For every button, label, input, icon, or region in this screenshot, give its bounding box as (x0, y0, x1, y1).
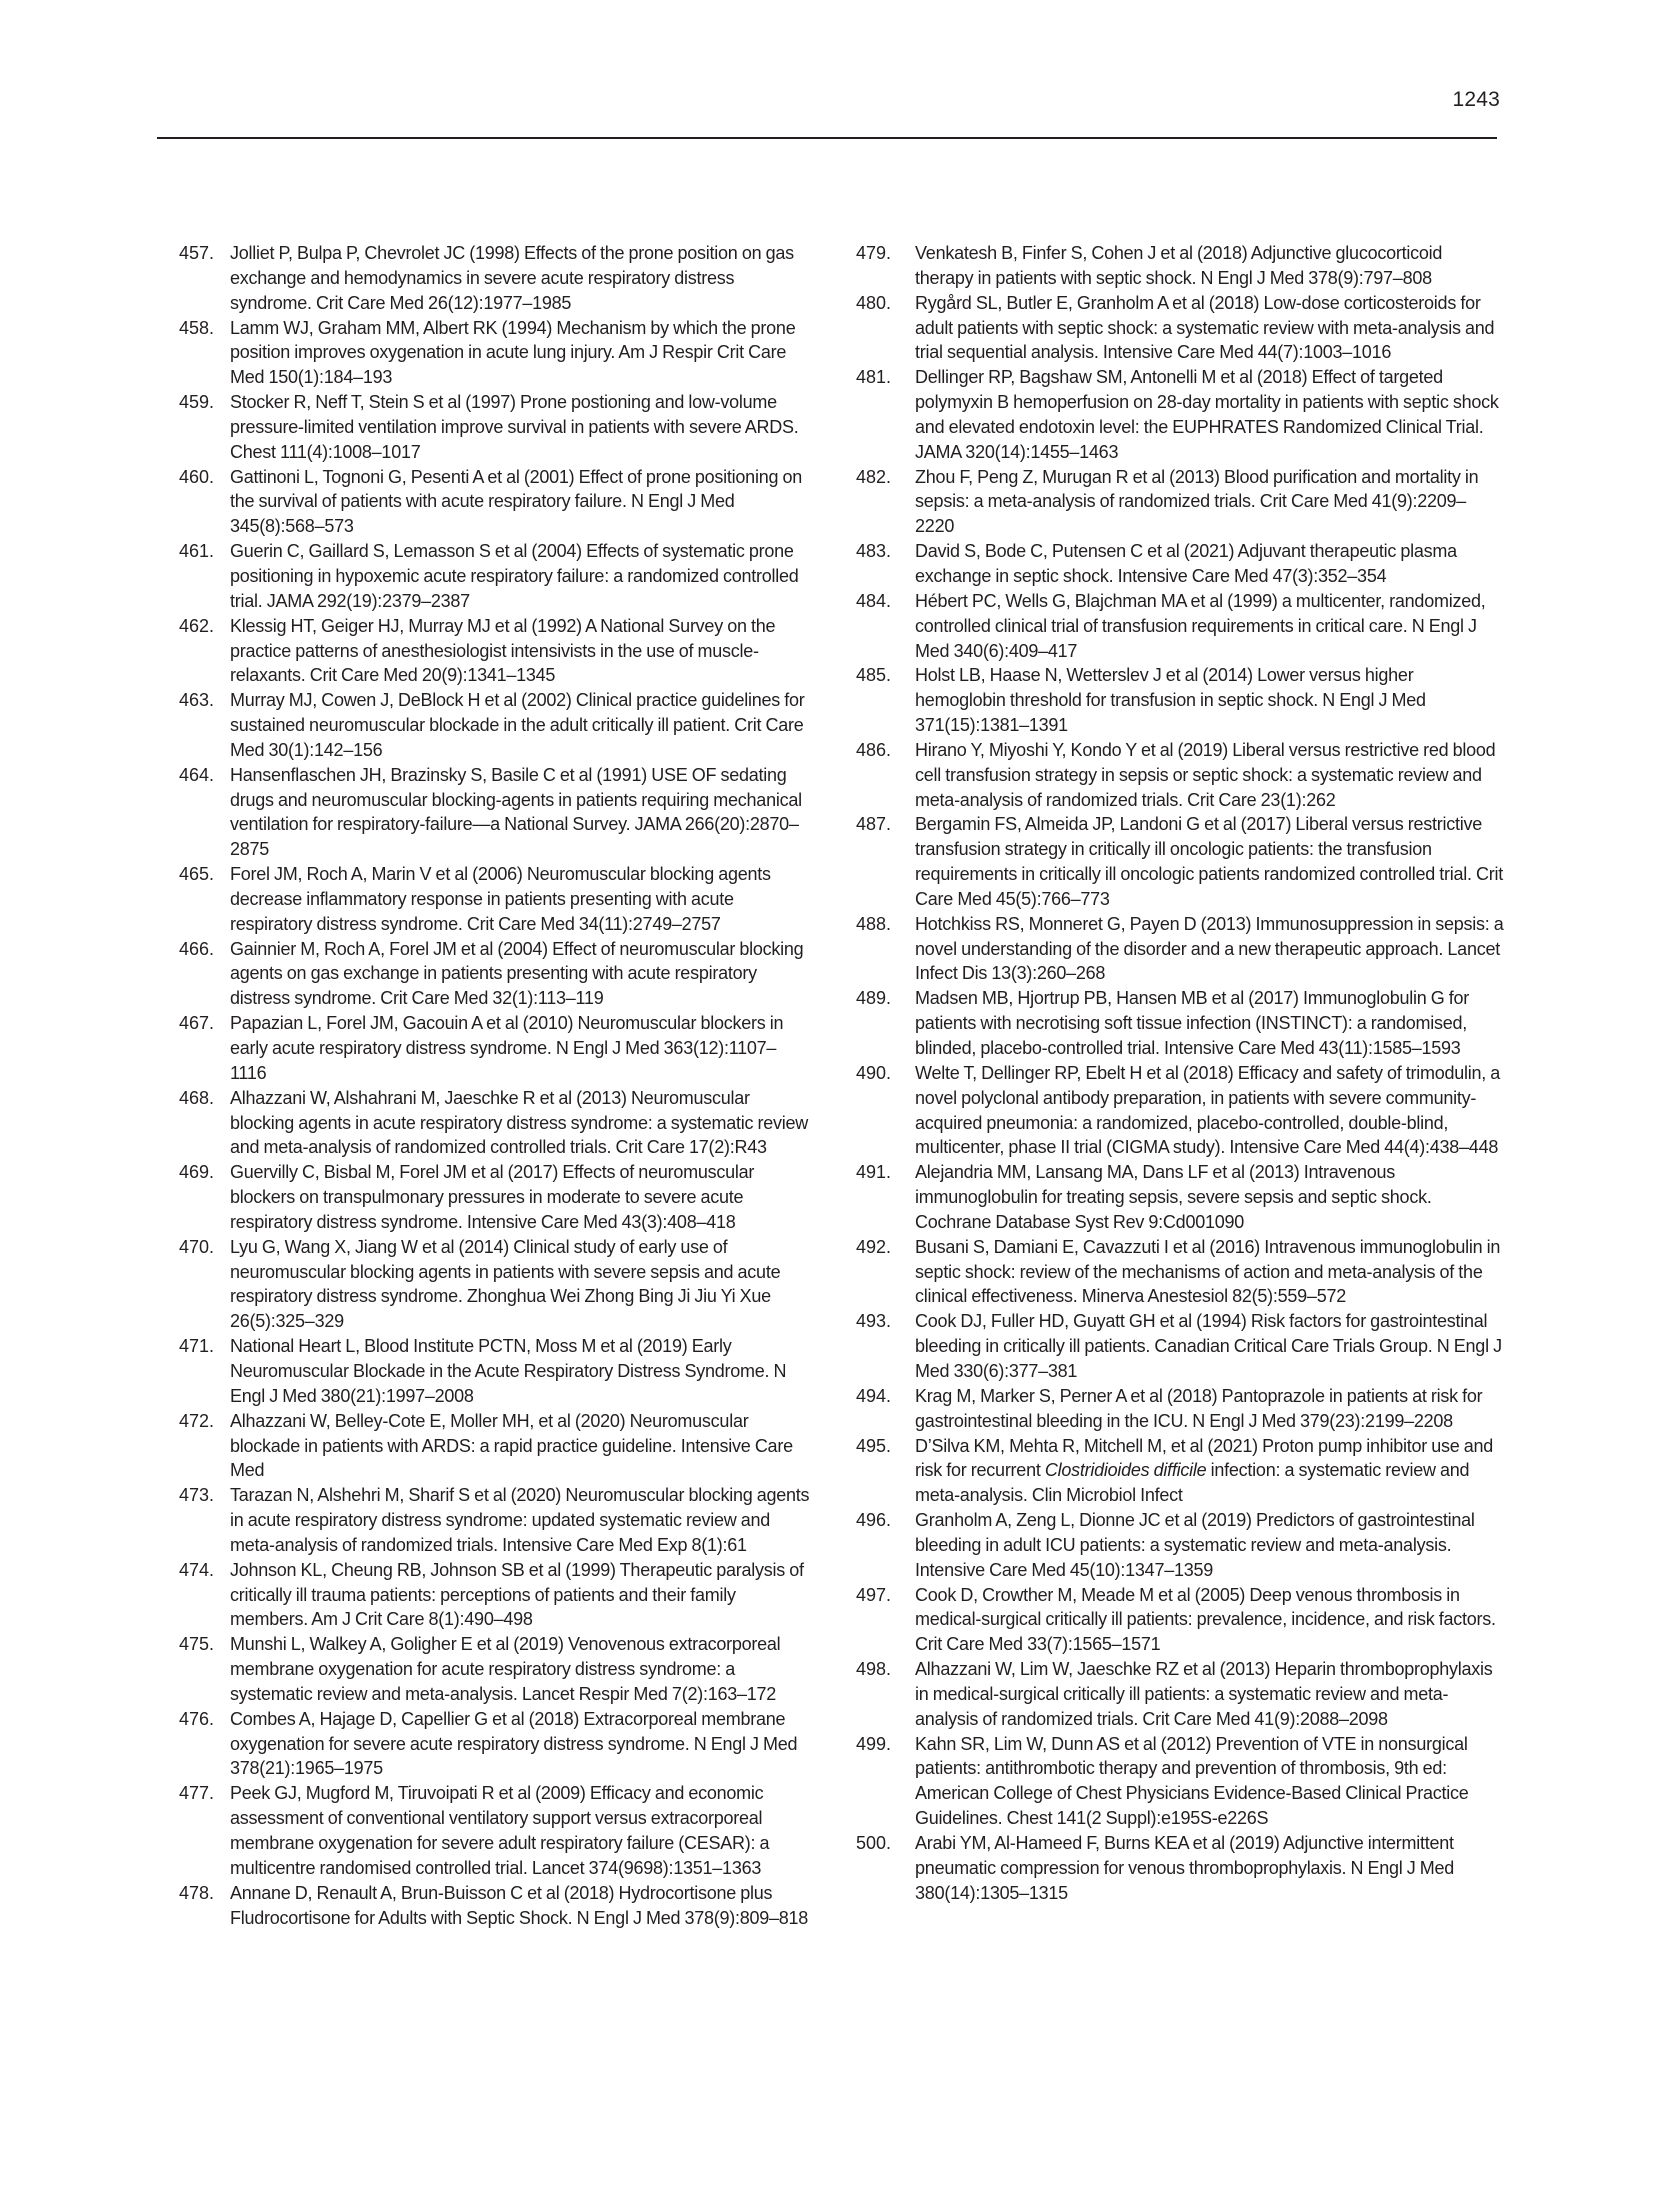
reference-entry (164, 763, 810, 862)
reference-text: Papazian L, Forel JM, Gacouin A et al (2010) Neuromuscular blockers in early acute respiratory distress syndrome. N Engl J Med 363(12):1107–1116 (230, 1013, 784, 1083)
reference-text: Cook D, Crowther M, Meade M et al (2005) Deep venous thrombosis in medical-surgical critically ill patients: prevalence, incidence, and risk factors. Crit Care Med 33(7):1565–1571 (915, 1584, 1496, 1655)
reference-number: 460. (178, 466, 214, 487)
reference-text: Lyu G, Wang X, Jiang W et al (2014) Clinical study of early use of neuromuscular blocking agents in patients with severe sepsis and acute respiratory distress syndrome. Zhonghua Wei Zhong Bing Ji Jiu Yi Xue 26(5):325–329 (230, 1236, 781, 1332)
reference-text: Holst LB, Haase N, Wetterslev J et al (2014) Lower versus higher hemoglobin threshold for transfusion in septic shock. N Engl J Med 371(15):1381–1391 (915, 665, 1426, 736)
reference-entry (164, 316, 810, 391)
reference-entry (164, 1781, 810, 1880)
reference-number: 457. (178, 243, 214, 263)
reference-number: 483. (856, 541, 892, 562)
reference-number: 469. (178, 1162, 214, 1183)
reference-number: 466. (178, 938, 214, 959)
reference-entry (164, 539, 810, 614)
reference-number: 470. (178, 1236, 214, 1257)
reference-text: Alhazzani W, Lim W, Jaeschke RZ et al (2013) Heparin thromboprophylaxis in medical-surgical critically ill patients: a systematic review and meta-analysis of randomized trials. Crit Care Med 41(9):2088–2098 (915, 1659, 1493, 1729)
reference-text: Bergamin FS, Almeida JP, Landoni G et al (2017) Liberal versus restrictive transfusion strategy in critically ill oncologic patients: the transfusion requirements in critically ill oncologic patients randomized controlled trial. Crit Care Med 45(5):766–773 (915, 814, 1504, 909)
reference-number: 487. (856, 814, 892, 835)
reference-entry (856, 1732, 1504, 1831)
reference-entry (856, 738, 1504, 813)
reference-text: D’Silva KM, Mehta R, Mitchell M, et al (2021) Proton pump inhibitor use and risk for recurrent Clostridioides difficile infection: a systematic review and meta-analysis. Clin Microbiol Infect (915, 1435, 1494, 1506)
reference-text: National Heart L, Blood Institute PCTN, Moss M et al (2019) Early Neuromuscular Blockade in the Acute Respiratory Distress Syndrome. N Engl J Med 380(21):1997–2008 (230, 1336, 787, 1406)
reference-number: 479. (856, 243, 892, 263)
reference-number: 499. (856, 1733, 892, 1754)
reference-number: 497. (856, 1584, 892, 1605)
reference-text: Alhazzani W, Alshahrani M, Jaeschke R et al (2013) Neuromuscular blocking agents in acute respiratory distress syndrome: a systematic review and meta-analysis of randomized controlled trials. Crit Care 17(2):R43 (230, 1087, 809, 1158)
reference-number: 462. (178, 615, 214, 636)
reference-entry (856, 365, 1504, 464)
reference-number: 492. (856, 1236, 892, 1257)
reference-number: 471. (178, 1336, 214, 1357)
reference-entry (856, 1061, 1504, 1160)
reference-text: Krag M, Marker S, Perner A et al (2018) Pantoprazole in patients at risk for gastrointestinal bleeding in the ICU. N Engl J Med 379(23):2199–2208 (915, 1385, 1483, 1431)
reference-entry (164, 1235, 810, 1334)
reference-number: 468. (178, 1087, 214, 1108)
reference-number: 473. (178, 1485, 214, 1506)
reference-number: 461. (178, 541, 214, 562)
reference-number: 480. (856, 292, 892, 313)
reference-text: Hébert PC, Wells G, Blajchman MA et al (1999) a multicenter, randomized, controlled clinical trial of transfusion requirements in critical care. N Engl J Med 340(6):409–417 (915, 590, 1486, 661)
reference-number: 458. (178, 317, 214, 338)
reference-entry (164, 688, 810, 763)
reference-entry (856, 812, 1504, 911)
reference-entry (164, 390, 810, 465)
reference-text: Granholm A, Zeng L, Dionne JC et al (2019) Predictors of gastrointestinal bleeding in adult ICU patients: a systematic review and meta-analysis. Intensive Care Med 45(10):1347–1359 (915, 1510, 1475, 1580)
reference-number: 459. (178, 392, 214, 413)
reference-text: Guerin C, Gaillard S, Lemasson S et al (2004) Effects of systematic prone positioning in hypoxemic acute respiratory failure: a randomized controlled trial. JAMA 292(19):2379–2387 (230, 541, 799, 611)
reference-number: 482. (856, 466, 892, 487)
reference-number: 488. (856, 913, 892, 934)
reference-text: Alhazzani W, Belley-Cote E, Moller MH, et al (2020) Neuromuscular blockade in patients with ARDS: a rapid practice guideline. Intensive Care Med (230, 1410, 793, 1481)
reference-column-left (164, 241, 810, 1930)
reference-text: Munshi L, Walkey A, Goligher E et al (2019) Venovenous extracorporeal membrane oxygenation for acute respiratory distress syndrome: a systematic review and meta-analysis. Lancet Respir Med 7(2):163–172 (230, 1634, 781, 1704)
reference-entry (856, 1384, 1504, 1434)
reference-entry (164, 937, 810, 1012)
reference-entry (164, 1632, 810, 1707)
reference-entry (856, 1508, 1504, 1583)
reference-text: Dellinger RP, Bagshaw SM, Antonelli M et al (2018) Effect of targeted polymyxin B hemoperfusion on 28-day mortality in patients with septic shock and elevated endotoxin level: the EUPHRATES Randomized Clinical Trial. JAMA 320(14):1455–1463 (915, 367, 1499, 462)
reference-entry (164, 862, 810, 937)
reference-entry (856, 1831, 1504, 1906)
reference-entry (856, 1434, 1504, 1509)
reference-text: Combes A, Hajage D, Capellier G et al (2018) Extracorporeal membrane oxygenation for severe acute respiratory distress syndrome. N Engl J Med 378(21):1965–1975 (230, 1708, 798, 1779)
reference-text: David S, Bode C, Putensen C et al (2021) Adjuvant therapeutic plasma exchange in septic shock. Intensive Care Med 47(3):352–354 (915, 541, 1457, 586)
reference-number: 475. (178, 1634, 214, 1655)
reference-text: Guervilly C, Bisbal M, Forel JM et al (2017) Effects of neuromuscular blockers on transpulmonary pressures in moderate to severe acute respiratory distress syndrome. Intensive Care Med 43(3):408–418 (230, 1162, 755, 1232)
reference-text: Cook DJ, Fuller HD, Guyatt GH et al (1994) Risk factors for gastrointestinal bleeding in critically ill patients. Canadian Critical Care Trials Group. N Engl J Med 330(6):377–381 (915, 1311, 1502, 1381)
reference-text: Busani S, Damiani E, Cavazzuti I et al (2016) Intravenous immunoglobulin in septic shock: review of the mechanisms of action and meta-analysis of the clinical effectiveness. Minerva Anestesiol 82(5):559–572 (915, 1236, 1501, 1307)
page-number: 1243 (1452, 88, 1500, 111)
reference-entry (856, 589, 1504, 664)
reference-text: Annane D, Renault A, Brun-Buisson C et al (2018) Hydrocortisone plus Fludrocortisone for Adults with Septic Shock. N Engl J Med 378(9):809–818 (230, 1882, 809, 1928)
reference-entry (164, 1881, 810, 1931)
reference-entry (164, 1160, 810, 1235)
reference-number: 465. (178, 864, 214, 885)
reference-text: Welte T, Dellinger RP, Ebelt H et al (2018) Efficacy and safety of trimodulin, a novel polyclonal antibody preparation, in patients with severe community-acquired pneumonia: a randomized, placebo-controlled, double-blind, multicenter, phase II trial (CIGMA study). Intensive Care Med 44(4):438–448 (915, 1062, 1501, 1158)
reference-entry (856, 465, 1504, 540)
reference-entry (856, 1235, 1504, 1310)
reference-text: Zhou F, Peng Z, Murugan R et al (2013) Blood purification and mortality in sepsis: a meta-analysis of randomized trials. Crit Care Med 41(9):2209–2220 (915, 466, 1479, 537)
reference-entry (164, 614, 810, 689)
reference-entry (164, 1409, 810, 1484)
reference-text: Arabi YM, Al-Hameed F, Burns KEA et al (2019) Adjunctive intermittent pneumatic compression for venous thromboprophylaxis. N Engl J Med 380(14):1305–1315 (915, 1833, 1455, 1903)
reference-entry (856, 663, 1504, 738)
reference-number: 478. (178, 1882, 214, 1903)
reference-number: 500. (856, 1833, 892, 1853)
reference-number: 489. (856, 988, 892, 1009)
reference-number: 490. (856, 1062, 892, 1083)
reference-text: Hirano Y, Miyoshi Y, Kondo Y et al (2019) Liberal versus restrictive red blood cell transfusion strategy in sepsis or septic shock: a systematic review and meta-analysis of randomized trials. Crit Care 23(1):262 (915, 739, 1496, 810)
reference-entry (856, 986, 1504, 1061)
reference-number: 484. (856, 590, 892, 611)
reference-text: Venkatesh B, Finfer S, Cohen J et al (2018) Adjunctive glucocorticoid therapy in patients with septic shock. N Engl J Med 378(9):797–808 (915, 243, 1443, 288)
reference-text: Murray MJ, Cowen J, DeBlock H et al (2002) Clinical practice guidelines for sustained neuromuscular blockade in the adult critically ill patient. Crit Care Med 30(1):142–156 (230, 690, 805, 760)
reference-number: 467. (178, 1013, 214, 1034)
reference-entry (164, 1011, 810, 1086)
reference-entry (856, 1160, 1504, 1235)
reference-number: 474. (178, 1559, 214, 1580)
reference-text: Alejandria MM, Lansang MA, Dans LF et al (2013) Intravenous immunoglobulin for treating sepsis, severe sepsis and septic shock. Cochrane Database Syst Rev 9:Cd001090 (915, 1162, 1432, 1232)
reference-entry (164, 1334, 810, 1409)
reference-text: Johnson KL, Cheung RB, Johnson SB et al (1999) Therapeutic paralysis of critically ill trauma patients: perceptions of patients and their family members. Am J Crit Care 8(1):490–498 (230, 1559, 804, 1630)
italic-organism-name: Clostridioides difficile (1044, 1460, 1207, 1481)
reference-text: Lamm WJ, Graham MM, Albert RK (1994) Mechanism by which the prone position improves oxygenation in acute lung injury. Am J Respir Crit Care Med 150(1):184–193 (230, 317, 796, 388)
reference-text: Kahn SR, Lim W, Dunn AS et al (2012) Prevention of VTE in nonsurgical patients: antithrombotic therapy and prevention of thrombosis, 9th ed: American College of Chest Physicians Evidence-Based Clinical Practice Guidelines. Chest 141(2 Suppl):e195S-e226S (915, 1733, 1469, 1829)
reference-text: Madsen MB, Hjortrup PB, Hansen MB et al (2017) Immunoglobulin G for patients with necrotising soft tissue infection (INSTINCT): a randomised, blinded, placebo-controlled trial. Intensive Care Med 43(11):1585–1593 (915, 988, 1470, 1058)
reference-number: 498. (856, 1659, 892, 1680)
reference-number: 493. (856, 1311, 892, 1332)
reference-number: 476. (178, 1708, 214, 1729)
reference-number: 464. (178, 764, 214, 785)
header-rule (157, 137, 1497, 139)
reference-number: 485. (856, 665, 892, 686)
reference-entry (164, 1483, 810, 1558)
reference-entry (164, 1558, 810, 1633)
reference-text: Stocker R, Neff T, Stein S et al (1997) Prone postioning and low-volume pressure-limited ventilation improve survival in patients with severe ARDS. Chest 111(4):1008–1017 (230, 392, 799, 462)
reference-number: 496. (856, 1510, 892, 1531)
reference-text: Klessig HT, Geiger HJ, Murray MJ et al (1992) A National Survey on the practice patterns of anesthesiologist intensivists in the use of muscle-relaxants. Crit Care Med 20(9):1341–1345 (230, 615, 776, 686)
reference-entry (164, 1707, 810, 1782)
reference-text: Hansenflaschen JH, Brazinsky S, Basile C et al (1991) USE OF sedating drugs and neuromuscular blocking-agents in patients requiring mechanical ventilation for respiratory-failure—a National Survey. JAMA 266(20):2870–2875 (230, 764, 802, 860)
reference-column-right (856, 241, 1504, 1906)
reference-entry (856, 241, 1504, 291)
reference-entry (856, 1309, 1504, 1384)
reference-text: Jolliet P, Bulpa P, Chevrolet JC (1998) Effects of the prone position on gas exchange and hemodynamics in severe acute respiratory distress syndrome. Crit Care Med 26(12):1977–1985 (230, 243, 794, 313)
reference-text: Rygård SL, Butler E, Granholm A et al (2018) Low-dose corticosteroids for adult patients with septic shock: a systematic review with meta-analysis and trial sequential analysis. Intensive Care Med 44(7):1003–1016 (915, 292, 1495, 363)
reference-text: Peek GJ, Mugford M, Tiruvoipati R et al (2009) Efficacy and economic assessment of conventional ventilatory support versus extracorporeal membrane oxygenation for severe adult respiratory failure (CESAR): a multicentre randomised controlled trial. Lancet 374(9698):1351–1363 (230, 1783, 770, 1878)
reference-text: Tarazan N, Alshehri M, Sharif S et al (2020) Neuromuscular blocking agents in acute respiratory distress syndrome: updated systematic review and meta-analysis of randomized trials. Intensive Care Med Exp 8(1):61 (230, 1485, 810, 1555)
reference-number: 486. (856, 739, 892, 760)
reference-text: Gainnier M, Roch A, Forel JM et al (2004) Effect of neuromuscular blocking agents on gas exchange in patients presenting with acute respiratory distress syndrome. Crit Care Med 32(1):113–119 (230, 938, 804, 1009)
reference-entry (856, 912, 1504, 987)
reference-number: 472. (178, 1410, 214, 1431)
reference-entry (856, 291, 1504, 366)
reference-text: Forel JM, Roch A, Marin V et al (2006) Neuromuscular blocking agents decrease inflammatory response in patients presenting with acute respiratory distress syndrome. Crit Care Med 34(11):2749–2757 (230, 864, 771, 934)
reference-number: 477. (178, 1783, 214, 1804)
reference-entry (164, 241, 810, 316)
reference-number: 481. (856, 367, 892, 388)
reference-entry (164, 465, 810, 540)
reference-entry (164, 1086, 810, 1161)
reference-number: 491. (856, 1162, 892, 1183)
reference-entry (856, 539, 1504, 589)
reference-number: 463. (178, 690, 214, 711)
reference-number: 494. (856, 1385, 892, 1406)
reference-entry (856, 1583, 1504, 1658)
reference-text: Gattinoni L, Tognoni G, Pesenti A et al (2001) Effect of prone positioning on the survival of patients with acute respiratory failure. N Engl J Med 345(8):568–573 (230, 466, 802, 537)
reference-number: 495. (856, 1435, 892, 1456)
reference-text: Hotchkiss RS, Monneret G, Payen D (2013) Immunosuppression in sepsis: a novel understanding of the disorder and a new therapeutic approach. Lancet Infect Dis 13(3):260–268 (915, 913, 1504, 984)
reference-entry (856, 1657, 1504, 1732)
